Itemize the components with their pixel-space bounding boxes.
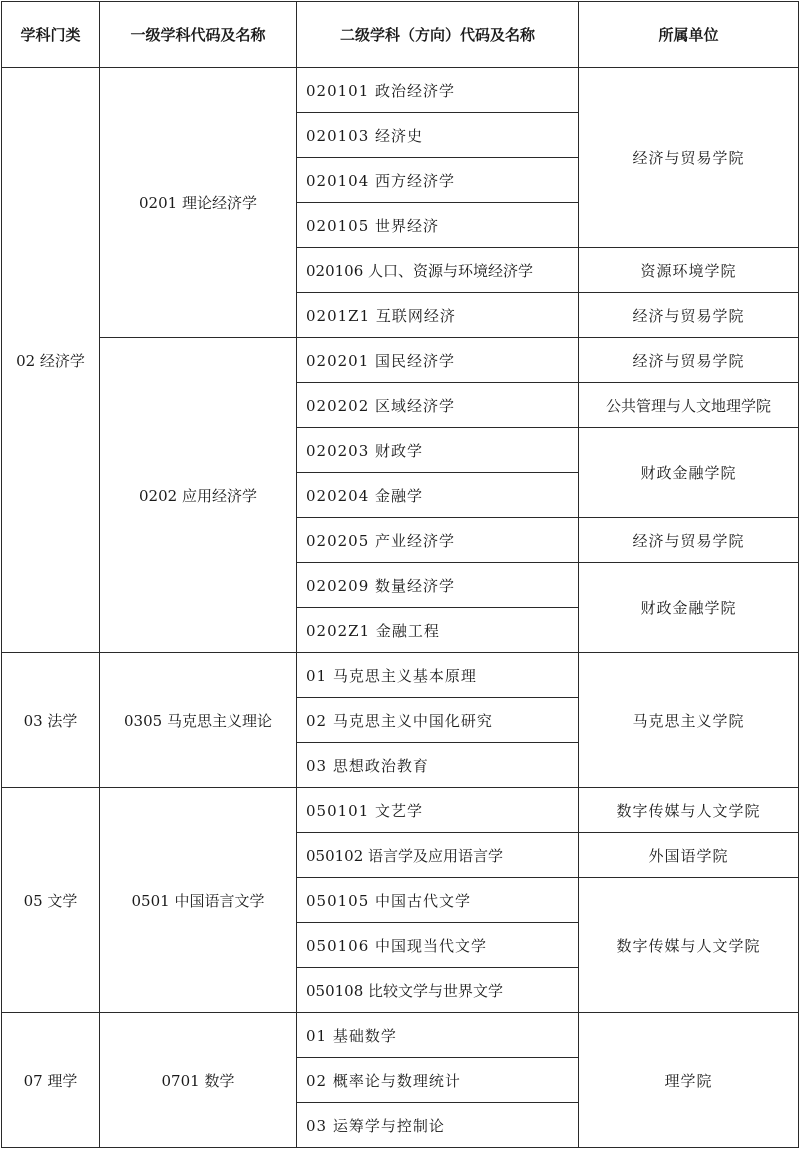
second-level-cell: 02 概率论与数理统计: [297, 1058, 579, 1103]
second-level-cell: 020202 区域经济学: [297, 383, 579, 428]
header-unit: 所属单位: [579, 2, 799, 68]
second-level-cell: 050105 中国古代文学: [297, 878, 579, 923]
first-level-cell: 0201 理论经济学: [100, 68, 297, 338]
second-level-cell: 01 马克思主义基本原理: [297, 653, 579, 698]
unit-cell: 经济与贸易学院: [579, 293, 799, 338]
second-level-cell: 020204 金融学: [297, 473, 579, 518]
first-level-cell: 0202 应用经济学: [100, 338, 297, 653]
table-row: [2, 338, 799, 383]
second-level-cell: 01 基础数学: [297, 1013, 579, 1058]
first-level-cell: 0305 马克思主义理论: [100, 653, 297, 788]
header-row: [2, 2, 799, 68]
table-row: [2, 653, 799, 698]
first-level-cell: 0501 中国语言文学: [100, 788, 297, 1013]
unit-cell: 财政金融学院: [579, 428, 799, 518]
header-category: 学科门类: [2, 2, 100, 68]
second-level-cell: 020103 经济史: [297, 113, 579, 158]
category-cell: 07 理学: [2, 1013, 100, 1148]
table-row: [2, 1013, 799, 1058]
unit-cell: 数字传媒与人文学院: [579, 878, 799, 1013]
second-level-cell: 020203 财政学: [297, 428, 579, 473]
second-level-cell: 03 思想政治教育: [297, 743, 579, 788]
first-level-cell: 0701 数学: [100, 1013, 297, 1148]
discipline-table: [1, 1, 799, 1148]
second-level-cell: 0202Z1 金融工程: [297, 608, 579, 653]
unit-cell: 数字传媒与人文学院: [579, 788, 799, 833]
unit-cell: 经济与贸易学院: [579, 518, 799, 563]
second-level-cell: 02 马克思主义中国化研究: [297, 698, 579, 743]
second-level-cell: 020105 世界经济: [297, 203, 579, 248]
table-row: [2, 788, 799, 833]
second-level-cell: 020209 数量经济学: [297, 563, 579, 608]
category-cell: 02 经济学: [2, 68, 100, 653]
unit-cell: 马克思主义学院: [579, 653, 799, 788]
unit-cell: 理学院: [579, 1013, 799, 1148]
second-level-cell: 0201Z1 互联网经济: [297, 293, 579, 338]
second-level-cell: 050101 文艺学: [297, 788, 579, 833]
second-level-cell: 050108 比较文学与世界文学: [297, 968, 579, 1013]
unit-cell: 公共管理与人文地理学院: [579, 383, 799, 428]
unit-cell: 财政金融学院: [579, 563, 799, 653]
second-level-cell: 020106 人口、资源与环境经济学: [297, 248, 579, 293]
second-level-cell: 03 运筹学与控制论: [297, 1103, 579, 1148]
table-row: [2, 68, 799, 113]
unit-cell: 外国语学院: [579, 833, 799, 878]
category-cell: 03 法学: [2, 653, 100, 788]
second-level-cell: 020101 政治经济学: [297, 68, 579, 113]
header-second-level: 二级学科（方向）代码及名称: [297, 2, 579, 68]
second-level-cell: 020201 国民经济学: [297, 338, 579, 383]
category-cell: 05 文学: [2, 788, 100, 1013]
second-level-cell: 020104 西方经济学: [297, 158, 579, 203]
second-level-cell: 050102 语言学及应用语言学: [297, 833, 579, 878]
second-level-cell: 020205 产业经济学: [297, 518, 579, 563]
header-first-level: 一级学科代码及名称: [100, 2, 297, 68]
unit-cell: 经济与贸易学院: [579, 68, 799, 248]
unit-cell: 经济与贸易学院: [579, 338, 799, 383]
second-level-cell: 050106 中国现当代文学: [297, 923, 579, 968]
unit-cell: 资源环境学院: [579, 248, 799, 293]
